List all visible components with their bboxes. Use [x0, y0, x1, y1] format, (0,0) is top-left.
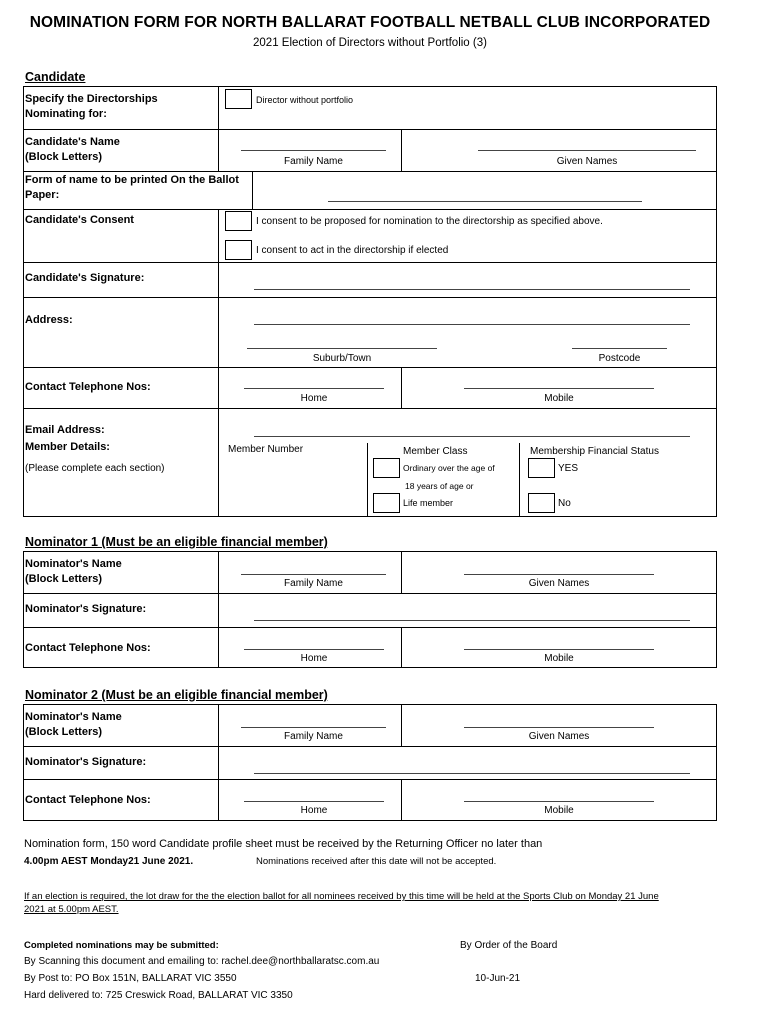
- address-input[interactable]: [254, 324, 690, 325]
- nominator1-name-label: Nominator's Name (Block Letters): [25, 558, 122, 585]
- nominator1-given-names-input[interactable]: [464, 574, 654, 575]
- given-names-caption: Given Names: [556, 156, 618, 167]
- nominator1-given-caption: Given Names: [528, 578, 590, 589]
- nominator2-home-input[interactable]: [244, 801, 384, 802]
- board-text: By Order of the Board: [460, 940, 558, 951]
- nominator1-phone-label: Contact Telephone Nos:: [25, 642, 151, 654]
- financial-yes-checkbox[interactable]: [528, 458, 555, 478]
- form-subtitle: 2021 Election of Directors without Portfolio (3): [253, 37, 487, 49]
- nominator1-family-caption: Family Name: [284, 578, 343, 589]
- financial-status-label: Membership Financial Status: [530, 446, 659, 457]
- postcode-caption: Postcode: [598, 353, 641, 364]
- date-text: 10-Jun-21: [475, 973, 521, 984]
- candidate-signature-label: Candidate's Signature:: [25, 272, 145, 284]
- ordinary-member-label-1: Ordinary over the age of: [403, 463, 495, 473]
- email-input[interactable]: [254, 436, 690, 437]
- candidate-section-title: Candidate: [25, 70, 86, 84]
- director-option-label: Director without portfolio: [256, 95, 354, 105]
- nominator1-section-title: Nominator 1 (Must be an eligible financial member): [25, 535, 328, 549]
- postcode-input[interactable]: [572, 348, 667, 349]
- ballot-name-label: Form of name to be printed On the Ballot Paper:: [25, 174, 239, 201]
- consent-act-checkbox[interactable]: [225, 240, 252, 260]
- nominator1-mobile-caption: Mobile: [544, 653, 574, 664]
- email-label: Email Address:: [25, 424, 105, 436]
- late-note: Nominations received after this date will not be accepted.: [256, 856, 497, 867]
- life-member-label: Life member: [403, 498, 454, 508]
- director-without-portfolio-checkbox[interactable]: [225, 89, 252, 109]
- nominator1-mobile-input[interactable]: [464, 649, 654, 650]
- ordinary-member-checkbox[interactable]: [373, 458, 400, 478]
- nominator2-family-name-input[interactable]: [241, 727, 386, 728]
- nominator2-given-names-input[interactable]: [464, 727, 654, 728]
- nominator2-phone-label: Contact Telephone Nos:: [25, 794, 151, 806]
- member-details-note: (Please complete each section): [25, 463, 165, 474]
- submit-heading: Completed nominations may be submitted:: [24, 940, 219, 951]
- consent-act-text: I consent to act in the directorship if elected: [256, 245, 449, 256]
- financial-yes-label: YES: [558, 463, 579, 474]
- candidate-home-phone-input[interactable]: [244, 388, 384, 389]
- nominator2-section-title: Nominator 2 (Must be an eligible financial member): [25, 688, 328, 702]
- nominator2-mobile-input[interactable]: [464, 801, 654, 802]
- member-number-label: Member Number: [228, 444, 304, 455]
- consent-nomination-checkbox[interactable]: [225, 211, 252, 231]
- submit-hand-text: Hard delivered to: 725 Creswick Road, BALLARAT VIC 3350: [24, 990, 293, 1001]
- form-title: NOMINATION FORM FOR NORTH BALLARAT FOOTBALL NETBALL CLUB INCORPORATED: [29, 14, 711, 31]
- family-name-input[interactable]: [241, 150, 386, 151]
- given-names-input[interactable]: [478, 150, 696, 151]
- candidate-name-label: Candidate's Name (Block Letters): [25, 136, 120, 163]
- financial-no-checkbox[interactable]: [528, 493, 555, 513]
- candidate-phone-label: Contact Telephone Nos:: [25, 381, 151, 393]
- consent-nomination-text: I consent to be proposed for nomination to the directorship as specified above.: [256, 216, 603, 227]
- candidate-mobile-input[interactable]: [464, 388, 654, 389]
- nominator2-signature-label: Nominator's Signature:: [25, 756, 147, 768]
- submit-email-text: By Scanning this document and emailing to: rachel.dee@northballaratsc.com.au: [24, 956, 380, 967]
- nominator1-family-name-input[interactable]: [241, 574, 386, 575]
- submit-post-text: By Post to: PO Box 151N, BALLARAT VIC 3550: [24, 973, 237, 984]
- nominator2-home-caption: Home: [300, 805, 328, 816]
- mobile-caption: Mobile: [544, 393, 574, 404]
- directorship-label: Specify the Directorships Nominating for:: [25, 93, 158, 120]
- member-details-label: Member Details:: [25, 441, 110, 453]
- nominator1-home-caption: Home: [300, 653, 328, 664]
- ordinary-member-label-2: 18 years of age or: [405, 481, 474, 491]
- suburb-input[interactable]: [247, 348, 437, 349]
- nominator2-mobile-caption: Mobile: [544, 805, 574, 816]
- nominator2-given-caption: Given Names: [528, 731, 590, 742]
- suburb-caption: Suburb/Town: [312, 353, 372, 364]
- ballot-name-input[interactable]: [328, 201, 642, 202]
- nominator2-name-label: Nominator's Name (Block Letters): [25, 711, 122, 738]
- consent-label: Candidate's Consent: [25, 214, 134, 226]
- nominator2-family-caption: Family Name: [284, 731, 343, 742]
- nominator1-signature-input[interactable]: [254, 620, 690, 621]
- nominator1-signature-label: Nominator's Signature:: [25, 603, 147, 615]
- home-caption: Home: [300, 393, 328, 404]
- nominator2-signature-input[interactable]: [254, 773, 690, 774]
- life-member-checkbox[interactable]: [373, 493, 400, 513]
- member-class-label: Member Class: [403, 446, 468, 457]
- election-note: If an election is required, the lot draw for the the election ballot for all nominees received by this time will be held at the Sports Club on Monday 21 June 2021 at 5.00pm AEST.: [24, 891, 659, 915]
- nominator1-home-input[interactable]: [244, 649, 384, 650]
- financial-no-label: No: [558, 498, 571, 509]
- notice-line: Nomination form, 150 word Candidate profile sheet must be received by the Returning Officer no later than: [24, 838, 543, 850]
- deadline-text: 4.00pm AEST Monday21 June 2021.: [24, 856, 194, 867]
- candidate-signature-input[interactable]: [254, 289, 690, 290]
- family-name-caption: Family Name: [284, 156, 343, 167]
- address-label: Address:: [25, 314, 73, 326]
